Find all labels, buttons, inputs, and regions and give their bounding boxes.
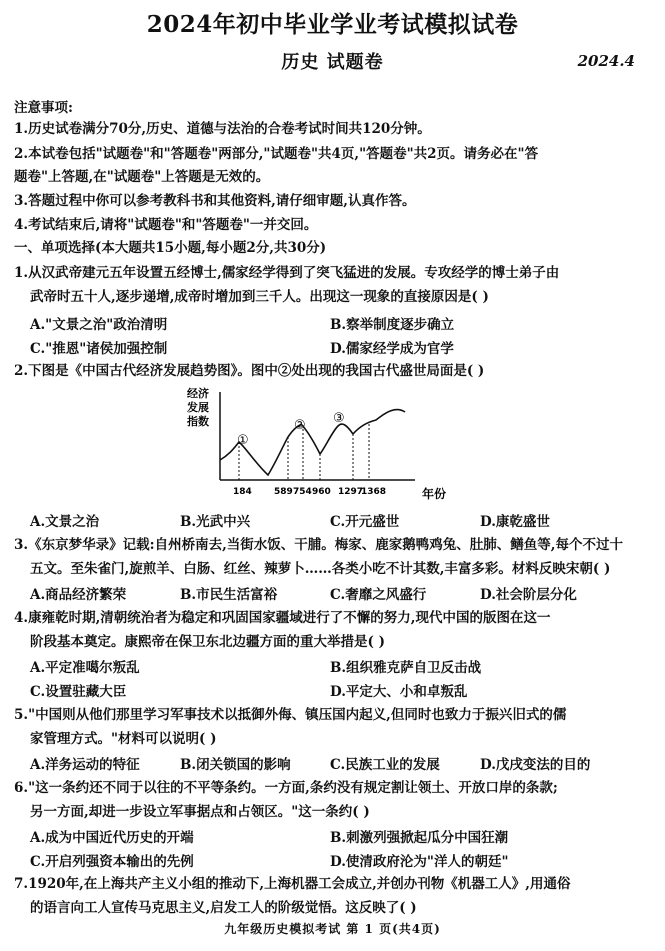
economic-trend-chart [170, 382, 460, 502]
chart-x-tick: 1368 [361, 487, 387, 497]
q1-option-b: B.察举制度逐步确立 [330, 317, 455, 333]
question-3-line: 五文。至朱雀门,旋煎羊、白肠、红丝、辣萝卜……各类小吃不计其数,丰富多彩。材料反映宋朝( ) [30, 561, 611, 577]
chart-marker-3: ③ [333, 411, 345, 426]
q5-option-a: A.洋务运动的特征 [30, 757, 140, 773]
question-2-line: 2.下图是《中国古代经济发展趋势图》。图中②处出现的我国古代盛世局面是( ) [14, 363, 485, 379]
chart-ylabel-1: 经济 [187, 387, 209, 400]
question-6-line: 6."这一条约还不同于以往的不平等条约。一方面,条约没有规定割让领土、开放口岸的条款; [14, 780, 558, 796]
q2-option-a: A.文景之治 [30, 514, 100, 530]
q6-option-c: C.开启列强资本输出的先例 [30, 854, 194, 870]
chart-x-tick: 184 [233, 487, 252, 497]
notice-heading: 注意事项: [14, 100, 73, 116]
q4-option-b: B.组织雅克萨自卫反击战 [330, 660, 482, 676]
q4-option-a: A.平定准噶尔叛乱 [30, 660, 140, 676]
chart-x-tick: 960 [312, 487, 331, 497]
notice-item: 3.答题过程中你可以参考教科书和其他资料,请仔细审题,认真作答。 [14, 193, 416, 209]
q6-option-b: B.刺激列强掀起瓜分中国狂潮 [330, 830, 509, 846]
chart-ylabel-2: 发展 [187, 401, 209, 414]
q3-option-a: A.商品经济繁荣 [30, 587, 127, 603]
question-7-line: 的语言向工人宣传马克思主义,启发工人的阶级觉悟。这反映了( ) [30, 900, 417, 916]
chart-x-tick: 589 [274, 487, 293, 497]
notice-item: 题卷"上答题,在"试题卷"上答题是无效的。 [14, 169, 270, 185]
notice-item: 1.历史试卷满分70分,历史、道德与法治的合卷考试时间共120分钟。 [14, 121, 431, 137]
section-heading: 一、单项选择(本大题共15小题,每小题2分,共30分) [14, 240, 327, 256]
chart-xlabel: 年份 [422, 487, 447, 501]
q2-option-c: C.开元盛世 [330, 514, 400, 530]
q4-option-d: D.平定大、小和卓叛乱 [330, 684, 468, 700]
question-7-line: 7.1920年,在上海共产主义小组的推动下,上海机器工会成立,并创办刊物《机器工人》,用通俗 [14, 876, 571, 892]
q6-option-d: D.使清政府沦为"洋人的朝廷" [330, 854, 509, 870]
chart-ylabel-3: 指数 [187, 415, 209, 428]
q3-option-d: D.社会阶层分化 [480, 587, 577, 603]
q2-option-b: B.光武中兴 [180, 514, 251, 530]
q1-option-a: A."文景之治"政治清明 [30, 317, 168, 333]
exam-date: 2024.4 [577, 52, 635, 70]
question-4-line: 阶段基本奠定。康熙帝在保卫东北边疆方面的重大举措是( ) [30, 634, 385, 650]
question-5-line: 5."中国则从他们那里学习军事技术以抵御外侮、镇压国内起义,但同时也致力于振兴旧式的儒 [14, 707, 567, 723]
q2-option-d: D.康乾盛世 [480, 514, 550, 530]
q5-option-c: C.民族工业的发展 [330, 757, 440, 773]
chart-x-tick: 1297 [338, 487, 364, 497]
q5-option-b: B.闭关锁国的影响 [180, 757, 291, 773]
q5-option-d: D.戊戌变法的目的 [480, 757, 591, 773]
q3-option-b: B.市民生活富裕 [180, 587, 278, 603]
q1-option-d: D.儒家经学成为官学 [330, 341, 454, 357]
chart-marker-1: ① [237, 433, 249, 448]
chart-marker-2: ② [294, 418, 306, 433]
chart-x-tick: 754 [293, 487, 312, 497]
question-4-line: 4.康雍乾时期,清朝统治者为稳定和巩固国家疆域进行了不懈的努力,现代中国的版图在这一 [14, 610, 551, 626]
q3-option-c: C.奢靡之风盛行 [330, 587, 427, 603]
question-5-line: 家管理方式。"材料可以说明( ) [30, 731, 217, 747]
q1-option-c: C."推恩"诸侯加强控制 [30, 341, 168, 357]
exam-subtitle: 历史 试题卷 [281, 52, 384, 73]
question-1-line: 武帝时五十人,逐步递增,成帝时增加到三千人。出现这一现象的直接原因是( ) [30, 289, 489, 305]
exam-title: 2024年初中毕业学业考试模拟试卷 [146, 11, 519, 38]
q6-option-a: A.成为中国近代历史的开端 [30, 830, 194, 846]
question-6-line: 另一方面,却进一步设立军事据点和占领区。"这一条约( ) [30, 804, 370, 820]
q4-option-c: C.设置驻藏大臣 [30, 684, 127, 700]
question-3-line: 3.《东京梦华录》记载:自州桥南去,当街水饭、干脯。梅家、鹿家鹅鸭鸡兔、肚肺、鳝鱼等,每个不过十 [14, 537, 623, 553]
notice-item: 2.本试卷包括"试题卷"和"答题卷"两部分,"试题卷"共4页,"答题卷"共2页。请务必在"答 [14, 146, 539, 162]
question-1-line: 1.从汉武帝建元五年设置五经博士,儒家经学得到了突飞猛进的发展。专攻经学的博士弟子由 [14, 265, 560, 281]
page-footer: 九年级历史模拟考试 第 1 页(共4页) [224, 922, 441, 936]
notice-item: 4.考试结束后,请将"试题卷"和"答题卷"一并交回。 [14, 217, 318, 233]
